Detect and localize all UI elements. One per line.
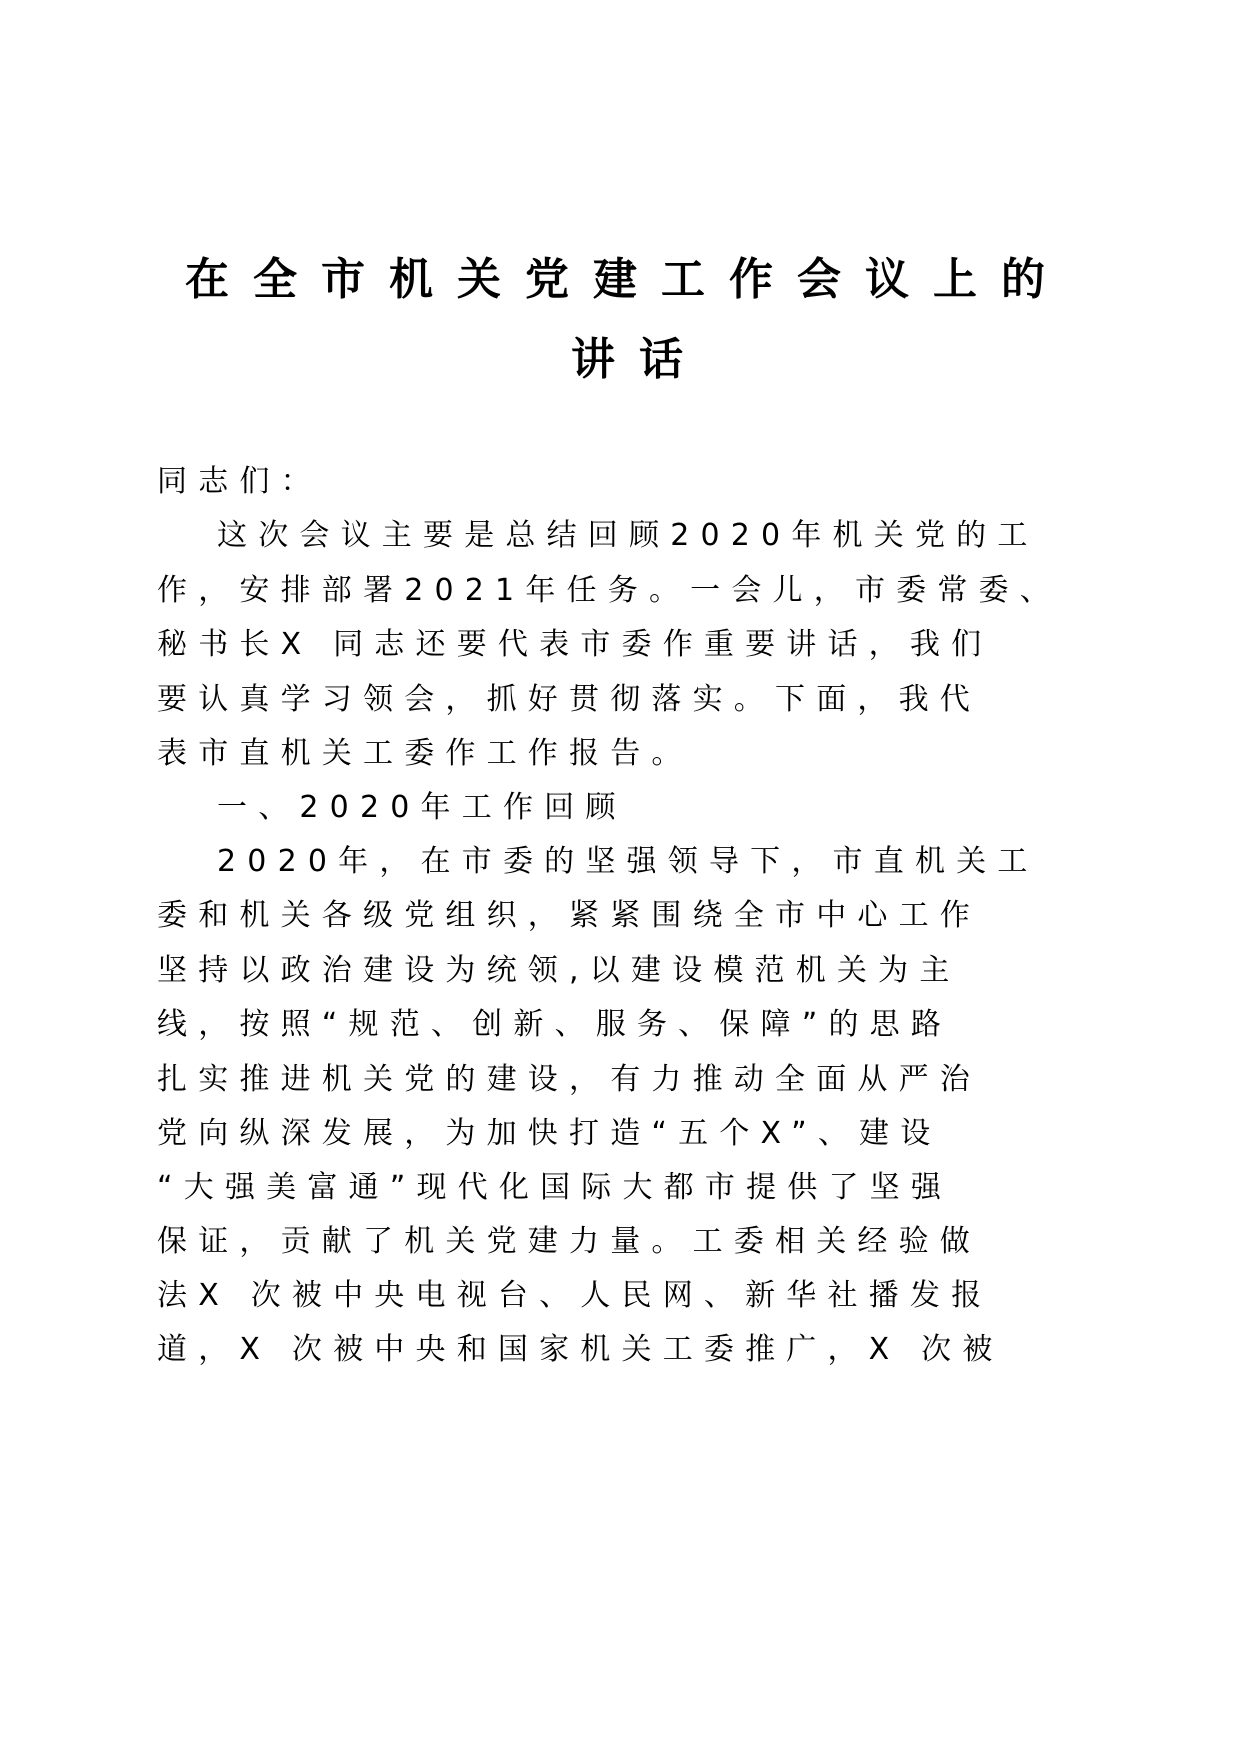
paragraph-line: 保证，贡献了机关党建力量。工委相关经验做 — [157, 1224, 981, 1259]
paragraph-line: 作，安排部署2021年任务。一会儿，市委常委、 — [157, 573, 1061, 608]
paragraph-line: 党向纵深发展，为加快打造“五个X”、建设 — [157, 1116, 942, 1151]
section-heading: 一、2020年工作回顾 — [217, 790, 627, 825]
paragraph-line: 要认真学习领会，抓好贯彻落实。下面，我代 — [157, 682, 981, 717]
paragraph-line: 秘书长X 同志还要代表市委作重要讲话，我们 — [157, 627, 993, 662]
paragraph-line: 道，X 次被中央和国家机关工委推广，X 次被 — [157, 1332, 1004, 1367]
paragraph-line: 线，按照“规范、创新、服务、保障”的思路 — [157, 1007, 953, 1042]
paragraph-line: 这次会议主要是总结回顾2020年机关党的工 — [217, 518, 1039, 553]
document-title-line-1: 在全市机关党建工作会议上的 — [185, 254, 1069, 305]
paragraph-line: 扎实推进机关党的建设，有力推动全面从严治 — [157, 1062, 981, 1097]
paragraph-line: 表市直机关工委作工作报告。 — [157, 736, 693, 771]
document-title-line-2: 讲话 — [571, 334, 707, 385]
salutation: 同志们： — [157, 464, 322, 499]
paragraph-line: 坚持以政治建设为统领,以建设模范机关为主 — [157, 953, 961, 988]
paragraph-line: 2020年，在市委的坚强领导下，市直机关工 — [217, 844, 1039, 879]
paragraph-line: 委和机关各级党组织，紧紧围绕全市中心工作 — [157, 898, 981, 933]
paragraph-line: 法X 次被中央电视台、人民网、新华社播发报 — [157, 1278, 993, 1313]
paragraph-line: “大强美富通”现代化国际大都市提供了坚强 — [157, 1170, 953, 1205]
